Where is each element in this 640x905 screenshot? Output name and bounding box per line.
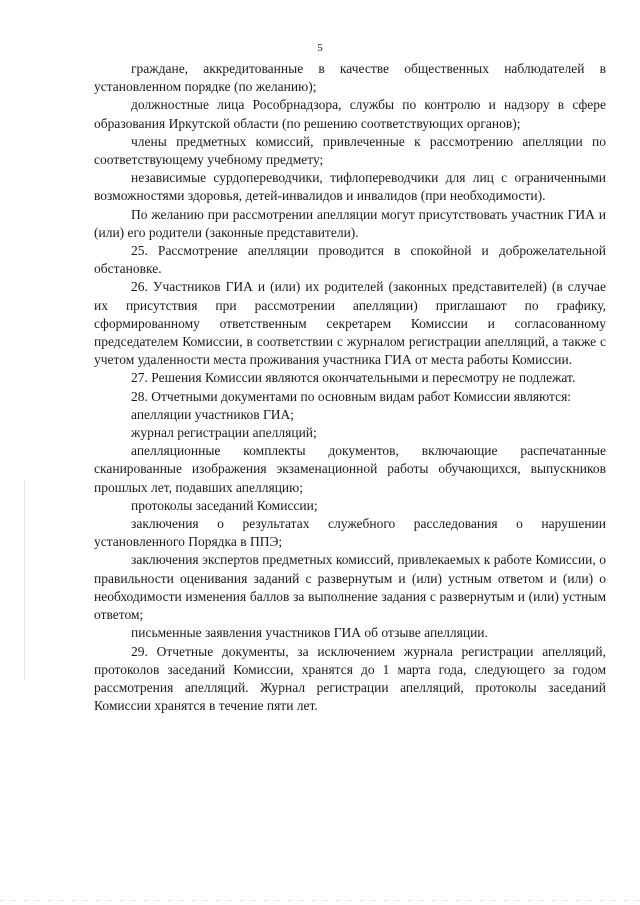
paragraph-subject-commission-members: члены предметных комиссий, привлеченные к рассмотрению апелляции по соответствующему учебному предмету; bbox=[94, 133, 606, 168]
list-item-appeal-document-sets: апелляционные комплекты документов, включающие распечатанные сканированные изображения экзаменационной работы обучающихся, выпускников прошлых лет, подавших апелляцию; bbox=[94, 443, 606, 495]
paragraph-rosobrnadzor-officials: должностные лица Рособрнадзора, службы по контролю и надзору в сфере образования Иркутской области (по решению соответствующих органов); bbox=[94, 97, 606, 131]
document-body bbox=[94, 60, 606, 715]
scan-bottom-noise bbox=[0, 900, 640, 901]
list-item-investigation-conclusions: заключения о результатах служебного расследования о нарушении установленного Порядка в ППЭ; bbox=[94, 516, 606, 550]
paragraph-participant-presence: По желанию при рассмотрении апелляции могут присутствовать участник ГИА и (или) его родители (законные представители). bbox=[94, 206, 606, 240]
paragraph-item-28: 28. Отчетными документами по основным видам работ Комиссии являются: bbox=[131, 388, 572, 404]
paragraph-item-26: 26. Участников ГИА и (или) их родителей (законных представителей) (в случае их присутствия при рассмотрении апелляции) приглашают по графику, сформированному ответственным секретарем Комиссии и согласованному председателем Комиссии, в соответствии с журналом регистрации апелляций, а также с учетом удаленности места проживания участника ГИА от места работы Комиссии. bbox=[94, 279, 606, 368]
paragraph-item-29: 29. Отчетные документы, за исключением журнала регистрации апелляций, протоколов заседаний Комиссии, хранятся до 1 марта года, следующего за годом рассмотрения апелляций. Журнал регистрации апелляций, протоколы заседаний Комиссии хранятся в течение пяти лет. bbox=[94, 643, 606, 714]
list-item-expert-conclusions: заключения экспертов предметных комиссий, привлекаемых к работе Комиссии, о правильности оценивания заданий с развернутым и (или) устным ответом и (или) о необходимости изменения баллов за выполнение задания с развернутым и (или) устным ответом; bbox=[94, 552, 606, 623]
list-item-appeals: апелляции участников ГИА; bbox=[131, 406, 295, 422]
paragraph-sign-language-interpreters: независимые сурдопереводчики, тифлопереводчики для лиц с ограниченными возможностями здоровья, детей-инвалидов и инвалидов (при необходимости). bbox=[94, 170, 606, 204]
scan-edge-mark bbox=[24, 480, 25, 680]
list-item-meeting-protocols: протоколы заседаний Комиссии; bbox=[131, 497, 318, 513]
paragraph-item-27: 27. Решения Комиссии являются окончательными и пересмотру не подлежат. bbox=[131, 370, 576, 386]
list-item-appeal-journal: журнал регистрации апелляций; bbox=[131, 425, 317, 441]
paragraph-public-observers: граждане, аккредитованные в качестве общественных наблюдателей в установленном порядке (по желанию); bbox=[94, 61, 606, 95]
paragraph-item-25: 25. Рассмотрение апелляции проводится в спокойной и доброжелательной обстановке. bbox=[94, 243, 606, 277]
list-item-withdrawal-statements: письменные заявления участников ГИА об отзыве апелляции. bbox=[131, 625, 488, 641]
page-number: 5 bbox=[317, 42, 323, 54]
